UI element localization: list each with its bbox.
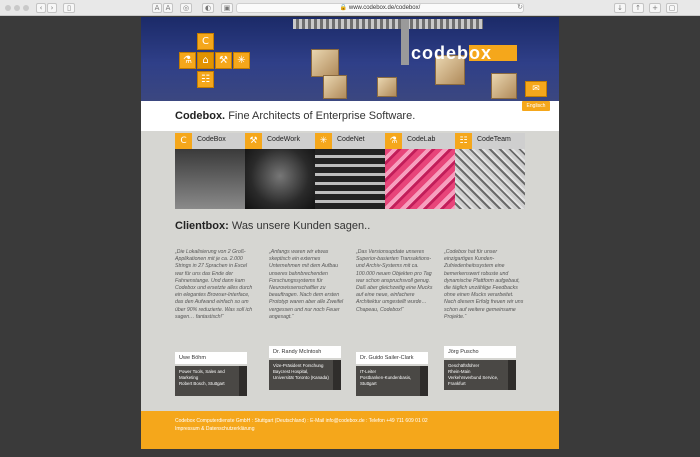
team-icon[interactable]: ☷	[197, 71, 214, 88]
text-smaller-button[interactable]	[152, 3, 162, 13]
crate-graphic	[311, 49, 339, 77]
extensions-button[interactable]	[221, 3, 233, 13]
info-line: Postbanken-Kundenbasis, Stuttgart	[360, 375, 412, 386]
info-line: Marketing	[179, 375, 199, 380]
testimonial-quote: „Die Lokalisierung von 2 Groß-Applikationen mit je ca. 2.000 Strings in 27 Sprachen in Excel war für uns das Ende der Fahnenstange. Und dann kam Codebox und ersetzte alles durch ein elegantes Browser-Interface, das den Aufwand einfach so um über 90% reduzierte. Was soll ich sagen… fantastisch!“	[175, 249, 253, 320]
text-larger-button[interactable]	[163, 3, 173, 13]
screws-image	[455, 149, 525, 209]
home-icon[interactable]: ⌂	[197, 52, 214, 69]
network-icon: ✳	[315, 133, 332, 149]
info-line: Geschäftsführer	[448, 363, 480, 368]
team-icon: ☷	[455, 133, 472, 149]
infobox-side-graphic	[420, 366, 428, 396]
language-switch-button[interactable]: Englisch	[522, 101, 550, 111]
tab-label: CodeTeam	[477, 136, 511, 143]
testimonial-quote: „Das Versionsupdate unseres Superior-basierten Transaktions- und Archiv-Systems mit ca. 100.000 neuen Objekten pro Tag war schon anspruchsvoll genug. Daß aber gleichzeitig eine Mucks auf eine neue, einfachere Architektur umgestellt wurde… Chapeau, Codebox!“	[356, 249, 433, 313]
testimonial-info	[269, 360, 333, 390]
reload-button[interactable]	[515, 3, 525, 13]
cables-image	[315, 149, 385, 209]
download-button[interactable]	[614, 3, 626, 13]
browser-toolbar	[0, 0, 700, 16]
clientbox-subtitle: Was unsere Kunden sagen..	[231, 220, 371, 232]
crate-graphic	[491, 73, 517, 99]
info-line: Baycrest Hospital, Universität Toronto (Kanada)	[273, 369, 329, 380]
tab-codebox[interactable]	[175, 133, 245, 209]
c-logo-cube[interactable]: C	[197, 33, 214, 50]
footer	[141, 411, 559, 449]
tab-codelab[interactable]	[385, 133, 455, 209]
info-line: Robert Bosch, Stuttgart	[179, 381, 225, 386]
share-icon: ↑	[635, 4, 641, 12]
testimonial-info	[175, 366, 239, 396]
chevron-left-icon: ‹	[39, 4, 43, 12]
info-line: Power Tools, Sales and	[179, 369, 225, 374]
lab-tubes-image	[385, 149, 455, 209]
clientbox-brand: Clientbox:	[175, 220, 229, 232]
warehouse-image	[175, 149, 245, 209]
info-line: IT-Leiter	[360, 369, 377, 374]
testimonial-name: Dr. Randy McIntosh	[269, 346, 341, 358]
tab-label: CodeLab	[407, 136, 436, 143]
tab-label: CodeBox	[197, 136, 226, 143]
letter-a-small-icon: A	[154, 4, 160, 12]
download-icon: ↓	[617, 4, 623, 12]
tab-codeteam[interactable]	[455, 133, 525, 209]
network-icon[interactable]: ✳	[233, 52, 250, 69]
hammer-icon: ⚒	[245, 133, 262, 149]
tab-label: CodeNet	[337, 136, 365, 143]
shield-icon: ◐	[204, 4, 212, 12]
sidebar-button[interactable]	[63, 3, 75, 13]
address-text: www.codebox.de/codebox/	[348, 5, 421, 11]
hammer-icon[interactable]: ⚒	[215, 52, 232, 69]
reader-icon: ◎	[182, 4, 190, 12]
header-banner	[141, 17, 559, 101]
reader-button[interactable]	[180, 3, 192, 13]
testimonial-quote: „Codebox hat für unser einzigartiges Kunden-Zufriedenheitssystem eine bemerkenswert robuste und dynamische Plattform aufgebaut, die täglich unzählige Feedbacks ohne einen Mucks verarbeitet. Nach diesem Erfolg freuen wir uns schon auf weitere gemeinsame Projekte.“	[444, 249, 524, 320]
privacy-button[interactable]	[202, 3, 214, 13]
testimonial-quote: „Anfangs waren wir etwas skeptisch ein externes Unternehmen mit dem Aufbau unseres bahnbrechenden Forschungssystems für Neurowissenschaftler zu beauftragen. Nach dem ersten Prototyp waren aber alle Zweifel vergessen und nur noch Feuer angesagt.“	[269, 249, 344, 320]
sidebar-icon: ▯	[67, 4, 71, 12]
tabs-icon: ▢	[668, 4, 676, 12]
flask-icon[interactable]: ⚗	[179, 52, 196, 69]
tagline-brand: Codebox.	[175, 110, 226, 122]
tab-codework[interactable]	[245, 133, 315, 209]
testimonial-name: Uwe Böhm	[175, 352, 247, 364]
tabs-overview-button[interactable]	[666, 3, 678, 13]
close-window-button[interactable]	[5, 5, 11, 11]
machine-image	[245, 149, 315, 209]
infobox-side-graphic	[333, 360, 341, 390]
new-tab-button[interactable]	[649, 3, 661, 13]
crate-graphic	[377, 77, 397, 97]
web-page	[141, 17, 559, 449]
puzzle-icon: ▣	[223, 4, 231, 12]
chat-icon[interactable]: ✉	[525, 81, 547, 97]
clientbox-title	[175, 220, 370, 232]
tagline	[175, 110, 415, 122]
plus-icon: +	[652, 4, 658, 12]
tab-label: CodeWork	[267, 136, 300, 143]
tab-codenet[interactable]	[315, 133, 385, 209]
letter-a-large-icon: A	[165, 4, 171, 12]
info-line: Rhein-Main Verkehrsverbund Service, Frankfurt	[448, 369, 499, 386]
chevron-right-icon: ›	[50, 4, 54, 12]
footer-imprint-link[interactable]: Impressum & Datenschutzerklärung	[175, 426, 255, 432]
flask-icon: ⚗	[385, 133, 402, 149]
lock-icon: 🔒	[339, 5, 348, 11]
tagline-text: Fine Architects of Enterprise Software.	[228, 110, 416, 122]
footer-contact[interactable]: Codebox Computerdienste GmbH : Stuttgart (Deutschland) : E-Mail info@codebox.de : Telefon +49 711 609 01 02	[175, 418, 428, 424]
info-line: Vize-Präsident Forschung	[273, 363, 324, 368]
codebox-logo[interactable]: codebox	[411, 43, 493, 63]
gantry-pillar-graphic	[401, 19, 409, 65]
share-button[interactable]	[632, 3, 644, 13]
infobox-side-graphic	[239, 366, 247, 396]
testimonial-info	[356, 366, 420, 396]
product-tabs	[175, 133, 523, 209]
gantry-graphic	[293, 19, 483, 29]
testimonial-name: Dr. Guido Sailer-Clark	[356, 352, 428, 364]
reload-icon: ↻	[517, 3, 523, 11]
testimonial-name: Jörg Puscho	[444, 346, 516, 358]
forward-button[interactable]	[47, 3, 57, 13]
infobox-side-graphic	[508, 360, 516, 390]
minimize-window-button[interactable]	[14, 5, 20, 11]
maximize-window-button[interactable]	[23, 5, 29, 11]
testimonial-info	[444, 360, 508, 390]
back-button[interactable]	[36, 3, 46, 13]
crate-graphic	[323, 75, 347, 99]
address-bar[interactable]	[236, 3, 524, 13]
c-logo-icon: C	[175, 133, 192, 149]
